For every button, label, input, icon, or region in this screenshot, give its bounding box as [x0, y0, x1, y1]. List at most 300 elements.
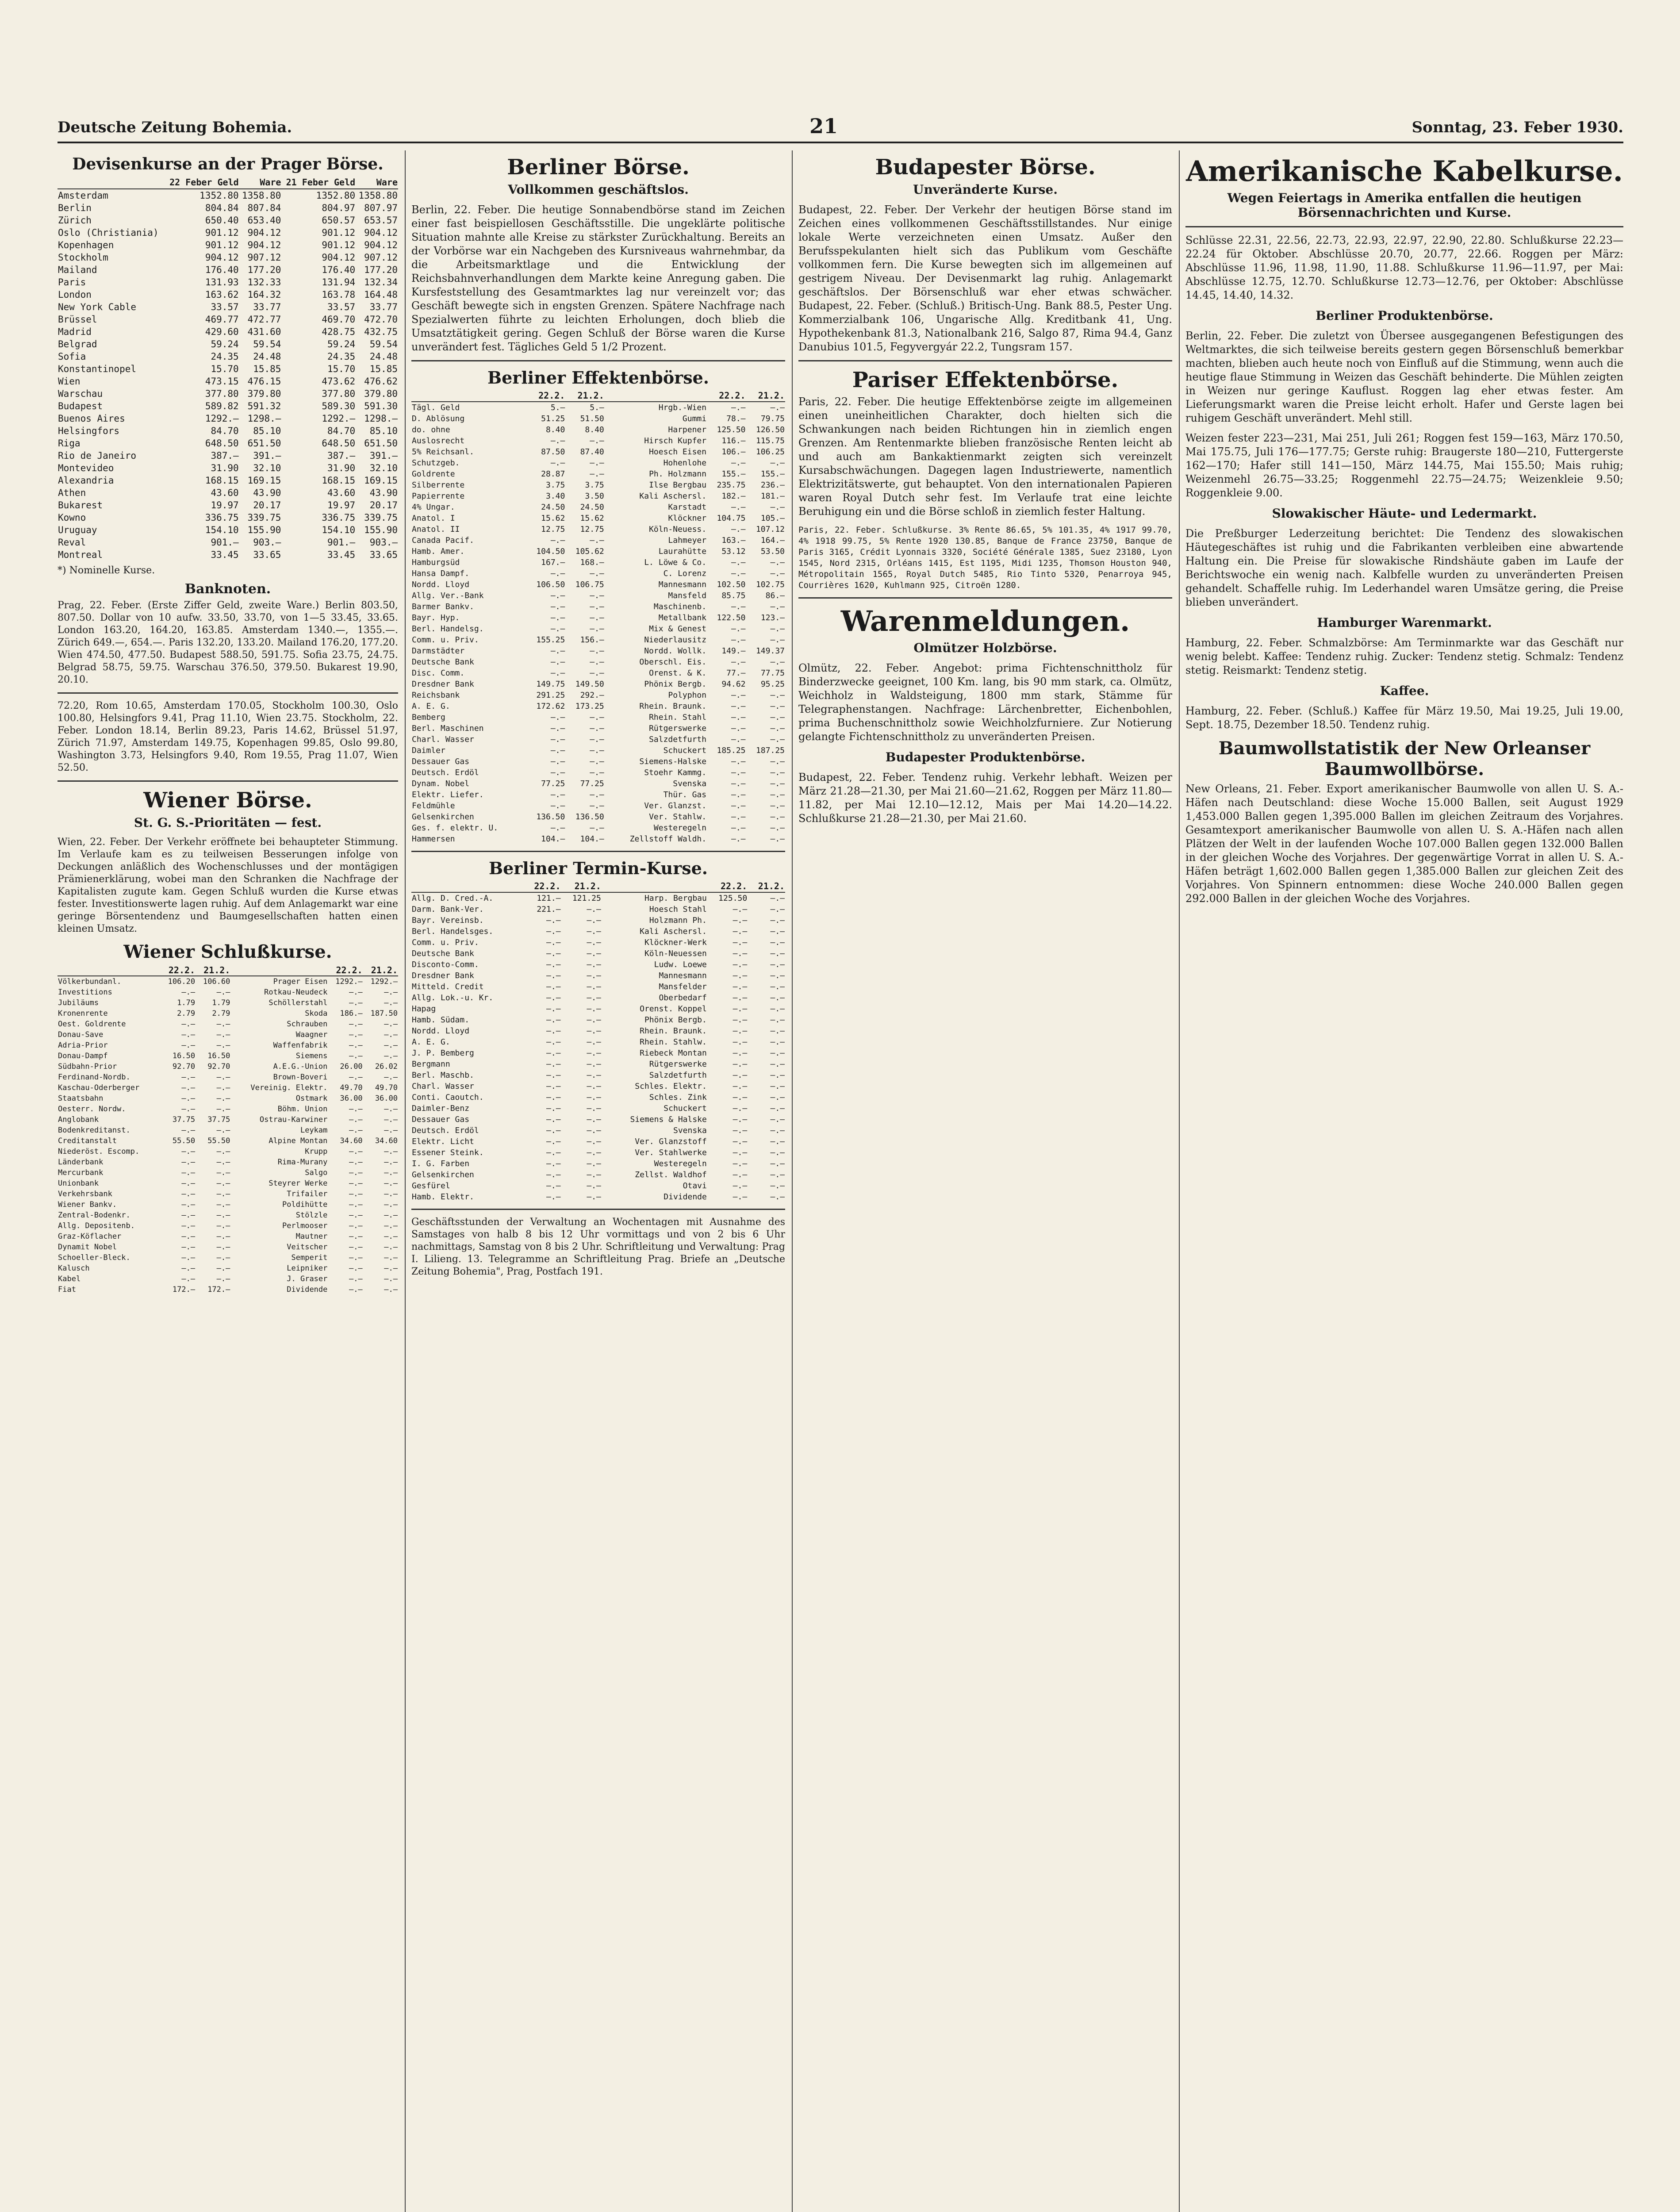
paper-name: Deutsche Zeitung Bohemia.	[58, 119, 292, 136]
schluss-cell: 1292.—	[370, 977, 398, 986]
schluss-cell: —.—	[216, 1030, 230, 1039]
termin-cell: Gesfürel	[412, 1181, 450, 1190]
schluss-cell: —.—	[349, 1211, 363, 1220]
effekten-row	[411, 634, 785, 645]
effekten-cell: 236.—	[760, 480, 785, 490]
devisen-row	[58, 462, 398, 474]
effekten-cell: 187.25	[756, 746, 785, 755]
devisen-cell: 43.90	[253, 488, 281, 498]
effekten-cell: Laurahütte	[658, 547, 707, 556]
produkten-title: Budapester Produktenbörse.	[885, 750, 1085, 764]
effekten-cell: 168.—	[580, 558, 604, 567]
devisen-cell: 24.35	[211, 351, 239, 362]
effekten-cell: Anatol. II	[412, 525, 460, 534]
effekten-cell: —.—	[770, 779, 785, 788]
termin-title: Berliner Termin-Kurse.	[488, 858, 708, 878]
effekten-cell: 3.75	[585, 480, 604, 490]
schluss-header-cell: 21.2.	[196, 965, 230, 976]
devisen-cell: 377.80	[322, 388, 356, 399]
schluss-cell: Böhm. Union	[277, 1105, 328, 1114]
termin-cell: —.—	[770, 1093, 785, 1102]
schluss-cell: —.—	[349, 1253, 363, 1262]
schluss-cell: 26.00	[340, 1062, 363, 1071]
termin-cell: —.—	[733, 1170, 748, 1179]
effekten-cell: 123.—	[760, 613, 785, 622]
schluss-cell: Unionbank	[58, 1179, 99, 1188]
schluss-row	[58, 1242, 398, 1252]
effekten-cell: 104.—	[580, 834, 604, 844]
termin-cell: Bayr. Vereinsb.	[412, 916, 484, 925]
termin-cell: —.—	[733, 916, 748, 925]
effekten-cell: —.—	[590, 657, 604, 667]
schluss-cell: —.—	[349, 1285, 363, 1294]
section-rule	[58, 780, 398, 782]
schluss-row	[58, 1114, 398, 1125]
effekten-cell: Comm. u. Priv.	[412, 635, 479, 645]
effekten-cell: 125.50	[717, 425, 746, 434]
schluss-header-cell: 22.2.	[328, 965, 363, 976]
column-2	[411, 150, 785, 2212]
devisen-cell: 904.12	[322, 252, 356, 263]
schluss-cell: —.—	[349, 1020, 363, 1029]
termin-cell: J. P. Bemberg	[412, 1048, 474, 1058]
effekten-cell: Dessauer Gas	[412, 757, 470, 766]
schluss-cell: —.—	[349, 1073, 363, 1082]
schluss-cell: —.—	[216, 988, 230, 997]
termin-cell: Hamb. Südam.	[412, 1015, 470, 1025]
waren-title: Warenmeldungen.	[840, 605, 1130, 638]
schluss-cell: 92.70	[172, 1062, 196, 1071]
effekten-cell: Ph. Holzmann	[649, 469, 707, 479]
devisen-cell: London	[58, 289, 92, 300]
effekten-cell: —.—	[731, 691, 746, 700]
devisen-cell: 33.77	[253, 302, 281, 312]
schluss-cell: Schrauben	[287, 1020, 328, 1029]
effekten-row	[411, 800, 785, 811]
effekten-cell: 149.—	[721, 646, 746, 656]
effekten-cell: Deutsche Bank	[412, 657, 474, 667]
devisen-cell: 431.60	[247, 326, 281, 337]
termin-cell: —.—	[587, 1192, 601, 1202]
termin-header-cell: 21.2.	[561, 881, 602, 892]
devisen-cell: 904.12	[247, 240, 281, 250]
termin-cell: —.—	[546, 1148, 561, 1157]
effekten-cell: —.—	[590, 591, 604, 600]
devisen-cell: Budapest	[58, 401, 103, 411]
schluss-cell: J. Graser	[287, 1275, 328, 1283]
effekten-row	[411, 645, 785, 657]
effekten-cell: 12.75	[580, 525, 604, 534]
termin-row	[411, 1136, 785, 1147]
effekten-cell: 5.—	[590, 403, 604, 412]
termin-row	[411, 1114, 785, 1125]
termin-cell: 121.25	[572, 894, 601, 903]
devisen-row	[58, 288, 398, 301]
devisen-cell: 32.10	[253, 463, 281, 473]
schluss-row	[58, 1210, 398, 1221]
schluss-cell: —.—	[216, 1147, 230, 1156]
schluss-cell: 36.00	[375, 1094, 398, 1103]
schluss-cell: Verkehrsbank	[58, 1190, 112, 1198]
effekten-cell: Ver. Glanzst.	[644, 801, 707, 810]
schluss-cell: —.—	[216, 1073, 230, 1082]
effekten-cell: Salzdetfurth	[649, 735, 707, 744]
effekten-cell: Nordd. Wollk.	[644, 646, 707, 656]
devisen-row	[58, 511, 398, 524]
column-divider	[792, 150, 793, 2212]
schluss-cell: —.—	[349, 988, 363, 997]
termin-cell: —.—	[770, 1115, 785, 1124]
effekten-cell: Tägl. Geld	[412, 403, 460, 412]
termin-cell: Kali Aschersl.	[640, 927, 707, 936]
schluss-cell: —.—	[349, 1179, 363, 1188]
effekten-cell: —.—	[550, 458, 565, 468]
devisen-cell: 131.94	[322, 277, 356, 288]
effekten-cell: —.—	[770, 812, 785, 822]
schluss-row	[58, 1199, 398, 1210]
termin-cell: —.—	[770, 949, 785, 958]
effekten-cell: —.—	[550, 569, 565, 578]
issue-date: Sonntag, 23. Feber 1930.	[1412, 119, 1623, 136]
termin-row	[411, 981, 785, 992]
kaffee-text: Hamburg, 22. Feber. (Schluß.) Kaffee für März 19.50, Mai 19.25, Juli 19.00, Sept. 18.75, Dezember 18.50. Tendenz ruhig.	[1185, 705, 1623, 731]
effekten-row	[411, 491, 785, 502]
effekten-row	[411, 402, 785, 413]
schluss-cell: —.—	[181, 1264, 196, 1273]
effekten-cell: —.—	[550, 602, 565, 611]
termin-cell: Mansfelder	[659, 982, 707, 991]
schluss-cell: Schöllerstahl	[268, 998, 328, 1007]
termin-cell: —.—	[770, 1192, 785, 1202]
column-divider	[405, 150, 406, 2212]
schluss-row	[58, 1189, 398, 1199]
effekten-header-cell	[605, 390, 707, 402]
termin-cell: —.—	[587, 1115, 601, 1124]
schluss-header-cell	[230, 965, 328, 976]
termin-row	[411, 1014, 785, 1025]
effekten-cell: —.—	[731, 713, 746, 722]
termin-cell: Nordd. Lloyd	[412, 1026, 470, 1036]
effekten-cell: —.—	[550, 713, 565, 722]
effekten-row	[411, 424, 785, 435]
effekten-header-cell: 22.2.	[707, 390, 746, 402]
termin-cell: Schles. Elektr.	[635, 1082, 707, 1091]
effekten-cell: 136.50	[575, 812, 604, 822]
schluss-row	[58, 1051, 398, 1061]
effekten-row	[411, 767, 785, 778]
schluss-cell: Graz-Köflacher	[58, 1232, 122, 1241]
effekten-cell: Hrgb.-Wien	[658, 403, 707, 412]
effekten-cell: Karstadt	[668, 503, 707, 512]
schluss-cell: Ostrau-Karwiner	[259, 1115, 328, 1124]
effekten-cell: —.—	[731, 558, 746, 567]
schluss-cell: Allg. Depositenb.	[58, 1221, 135, 1230]
schluss-title: Wiener Schlußkurse.	[123, 941, 332, 962]
effekten-cell: Bayr. Hyp.	[412, 613, 460, 622]
termin-cell: Holzmann Ph.	[649, 916, 707, 925]
schluss-cell: Prager Eisen	[273, 977, 328, 986]
schluss-row	[58, 1231, 398, 1242]
effekten-cell: Charl. Wasser	[412, 735, 474, 744]
effekten-title: Berliner Effektenbörse.	[487, 368, 709, 388]
termin-cell: —.—	[546, 1026, 561, 1036]
termin-cell: —.—	[587, 1071, 601, 1080]
effekten-row	[411, 579, 785, 590]
effekten-cell: 24.50	[541, 503, 565, 512]
termin-cell: —.—	[587, 1082, 601, 1091]
effekten-cell: 136.50	[536, 812, 565, 822]
effekten-cell: —.—	[590, 735, 604, 744]
effekten-cell: —.—	[731, 569, 746, 578]
termin-cell: —.—	[770, 1170, 785, 1179]
devisen-cell: 591.32	[247, 401, 281, 411]
termin-header-cell: 22.2.	[524, 881, 561, 892]
termin-cell: Gelsenkirchen	[412, 1170, 474, 1179]
effekten-cell: Rhein. Stahl	[649, 713, 707, 722]
schluss-cell: —.—	[384, 1147, 398, 1156]
kabel-title: Amerikanische Kabelkurse.	[1186, 155, 1623, 188]
schluss-cell: Mautner	[295, 1232, 328, 1241]
schluss-cell: —.—	[384, 1168, 398, 1177]
schluss-cell: —.—	[384, 1221, 398, 1230]
preise-text: Weizen fester 223—231, Mai 251, Juli 261; Roggen fest 159—163, März 170.50, Mai 175.75, Juli 176—177.75; Gerste ruhig: Braugerste 180—210, Futtergerste 162—170; Hafer still 141—150, März 144.75, Mai 155.50; Mais ruhig; Weizenmehl 26.75—33.25; Roggenmehl 22.75—24.75; Weizenkleie 9.50; Roggenkleie 9.00.	[1185, 432, 1623, 499]
effekten-row	[411, 590, 785, 601]
schluss-header-cell: 22.2.	[161, 965, 196, 976]
effekten-cell: 15.62	[541, 514, 565, 523]
effekten-cell: —.—	[731, 635, 746, 645]
schluss-cell: —.—	[384, 1030, 398, 1039]
wiener-title: Wiener Börse.	[143, 788, 312, 813]
schluss-cell: —.—	[216, 1020, 230, 1029]
schluss-cell: 16.50	[207, 1052, 230, 1060]
devisen-cell: New York Cable	[58, 302, 137, 312]
termin-cell: —.—	[587, 927, 601, 936]
devisen-cell: 901.12	[322, 240, 356, 250]
devisen-cell: Zürich	[58, 215, 92, 226]
schluss-row	[58, 1274, 398, 1284]
banknoten-title: Banknoten.	[184, 581, 271, 597]
effekten-cell: Allg. Ver.-Bank	[412, 591, 484, 600]
effekten-cell: —.—	[550, 724, 565, 733]
termin-cell: A. E. G.	[412, 1037, 450, 1047]
devisen-cell: 807.97	[364, 203, 398, 213]
devisen-cell: 379.80	[364, 388, 398, 399]
schluss-cell: —.—	[384, 1211, 398, 1220]
devisen-cell: Stockholm	[58, 252, 108, 263]
devisen-cell: 469.77	[205, 314, 239, 325]
effekten-cell: 115.75	[756, 436, 785, 445]
schluss-cell: —.—	[349, 1126, 363, 1135]
devisen-row	[58, 227, 398, 239]
devisen-header-cell	[58, 176, 165, 189]
schluss-cell: Ferdinand-Nordb.	[58, 1073, 130, 1082]
devisen-cell: 804.84	[205, 203, 239, 213]
effekten-cell: 105.—	[760, 514, 785, 523]
devisen-cell: 1298.—	[247, 413, 281, 424]
holz-text: Olmütz, 22. Feber. Angebot: prima Fichtenschnittholz für Binderzwecke geeignet, 100 Km. lang, bis 90 mm stark, ca. Olmütz, Weichholz in Waldsteigung, 1800 mm stark, Stämme für Telegraphenstangen. Nachfrage: Lärchenbretter, Eichenbohlen, prima Buchenschnittholz sowie Weichholzfurniere. Zur Notierung gelangte Fichtenschnittholz zu unveränderten Preisen.	[798, 662, 1172, 743]
leder-text: Die Preßburger Lederzeitung berichtet: Die Tendenz des slowakischen Häutegeschäftes ist ruhig und die Fabrikanten verbleiben eine abwartende Haltung ein. Die Preise für slowakische Rindshäute gaben im Laufe der Berichtswoche ein wenig nach. Kalbfelle wurden zu unveränderten Preisen gehandelt. Schaffelle ruhig. Im Lederhandel waren Umsätze gering, die Preise blieben unverändert.	[1185, 527, 1623, 608]
schluss-cell: —.—	[349, 1030, 363, 1039]
effekten-cell: Hamburgsüd	[412, 558, 460, 567]
termin-cell: Essener Steink.	[412, 1148, 484, 1157]
hamburg-text: Hamburg, 22. Feber. Schmalzbörse: Am Terminmarkte war das Geschäft nur wenig belebt. Kaffee: Tendenz ruhig. Zucker: Tendenz stetig. Schmalz: Tendenz stetig. Reismarkt: Tendenz stetig.	[1185, 637, 1623, 676]
termin-cell: Charl. Wasser	[412, 1082, 474, 1091]
effekten-cell: —.—	[731, 790, 746, 799]
schluss-cell: Ostmark	[295, 1094, 328, 1103]
schluss-row	[58, 1008, 398, 1019]
effekten-cell: —.—	[590, 602, 604, 611]
paris-rates: Paris, 22. Feber. Schlußkurse. 3% Rente 86.65, 5% 101.35, 4% 1917 99.70, 4% 1918 99.75, 5% Rente 1920 130.85, Banque de France 23750, Banque de Paris 3165, Crédit Lyonnais 3320, Société Générale 1385, Suez 23180, Lyon 1545, Nord 2315, Orléans 1415, Est 1195, Midi 1235, Thomson Houston 940, Métropolitain 1565, Royal Dutch 5485, Rio Tinto 5320, Penarroya 945, Courrières 1620, Kuhlmann 925, Citroën 1280.	[798, 525, 1172, 590]
termin-cell: Hamb. Elektr.	[412, 1192, 474, 1202]
effekten-row	[411, 668, 785, 679]
devisen-cell: 164.32	[247, 289, 281, 300]
termin-cell: Oberbedarf	[659, 993, 707, 1002]
effekten-cell: 102.75	[756, 580, 785, 589]
termin-cell: —.—	[587, 1048, 601, 1058]
wiener-text: Wien, 22. Feber. Der Verkehr eröffnete bei behaupteter Stimmung. Im Verlaufe kam es zu teilweisen Besserungen infolge von Deckungen anläßlich des Wochenschlusses und der montägigen Prämienerklärung, wobei man den Schranken die Nachfrage der Kapitalisten zugute kam. Gegen Schluß wurden die Kurse etwas fester. Investitionswerte lagen ruhig. Auf dem Anlagemarkt war eine geringe Börsentendenz und Baumgesellschaften hatten einen kleinen Umsatz.	[58, 837, 398, 934]
effekten-row	[411, 469, 785, 480]
devisen-cell: 429.60	[205, 326, 239, 337]
column-3	[798, 150, 1172, 2212]
devisen-cell: 131.93	[205, 277, 239, 288]
effekten-cell: 79.75	[760, 414, 785, 423]
termin-cell: —.—	[733, 949, 748, 958]
effekten-cell: —.—	[770, 503, 785, 512]
devisen-cell: 901.12	[205, 227, 239, 238]
effekten-cell: Canada Pacif.	[412, 536, 474, 545]
effekten-cell: —.—	[590, 624, 604, 634]
devisen-header-cell: 21 Feber Geld	[281, 176, 356, 189]
effekten-row	[411, 679, 785, 690]
schluss-cell: —.—	[181, 1126, 196, 1135]
schluss-cell: —.—	[181, 1030, 196, 1039]
effekten-cell: —.—	[731, 602, 746, 611]
termin-cell: Hapag	[412, 1004, 436, 1014]
effekten-cell: —.—	[590, 801, 604, 810]
schluss-cell: Investitions	[58, 988, 112, 997]
devisen-cell: 85.10	[369, 426, 398, 436]
effekten-cell: —.—	[731, 724, 746, 733]
schluss-cell: —.—	[181, 1243, 196, 1252]
termin-cell: —.—	[733, 1060, 748, 1069]
effekten-cell: Köln-Neuess.	[649, 525, 707, 534]
termin-row	[411, 1169, 785, 1180]
termin-row	[411, 904, 785, 915]
effekten-cell: Ilse Bergbau	[649, 480, 707, 490]
schluss-cell: —.—	[349, 1115, 363, 1124]
effekten-cell: 3.75	[546, 480, 565, 490]
devisen-cell: Montevideo	[58, 463, 114, 473]
effekten-cell: —.—	[770, 768, 785, 777]
termin-cell: —.—	[546, 916, 561, 925]
devisen-cell: 19.97	[327, 500, 356, 511]
devisen-row	[58, 400, 398, 412]
schluss-cell: Südbahn-Prior	[58, 1062, 117, 1071]
schluss-row	[58, 1263, 398, 1274]
termin-cell: —.—	[733, 1071, 748, 1080]
termin-cell: Dresdner Bank	[412, 971, 474, 980]
devisen-cell: 903.—	[253, 537, 281, 548]
devisen-table	[58, 176, 398, 561]
termin-cell: —.—	[546, 1071, 561, 1080]
devisen-cell: 154.10	[205, 525, 239, 535]
termin-cell: Westeregeln	[654, 1159, 707, 1168]
devisen-cell: 1298.—	[364, 413, 398, 424]
effekten-cell: —.—	[770, 635, 785, 645]
termin-cell: Harp. Bergbau	[644, 894, 707, 903]
devisen-cell: 163.78	[322, 289, 356, 300]
effekten-cell: Berl. Maschinen	[412, 724, 484, 733]
effekten-cell: Oberschl. Eis.	[639, 657, 707, 667]
effekten-cell: 85.75	[721, 591, 746, 600]
effekten-cell: —.—	[550, 757, 565, 766]
effekten-cell: —.—	[590, 458, 604, 468]
effekten-cell: —.—	[731, 801, 746, 810]
devisen-row	[58, 499, 398, 511]
devisen-row	[58, 301, 398, 313]
termin-row	[411, 948, 785, 959]
effekten-cell: —.—	[731, 779, 746, 788]
effekten-cell: Niederlausitz	[644, 635, 707, 645]
schluss-cell: Donau-Save	[58, 1030, 104, 1039]
devisen-row	[58, 412, 398, 425]
schluss-table	[58, 965, 398, 1295]
effekten-cell: 3.40	[546, 492, 565, 501]
devisen-cell: 904.12	[364, 240, 398, 250]
effekten-cell: Mix & Genest	[649, 624, 707, 634]
effekten-cell: —.—	[731, 503, 746, 512]
effekten-cell: —.—	[731, 702, 746, 711]
schluss-cell: 172.—	[172, 1285, 196, 1294]
termin-row	[411, 915, 785, 926]
effekten-cell: —.—	[590, 536, 604, 545]
schluss-cell: 106.60	[203, 977, 230, 986]
effekten-cell: Bemberg	[412, 713, 445, 722]
section-rule	[411, 851, 785, 852]
schluss-cell: 1292.—	[335, 977, 363, 986]
termin-cell: Darm. Bank-Ver.	[412, 905, 484, 914]
effekten-cell: 51.25	[541, 414, 565, 423]
termin-cell: Köln-Neuessen	[644, 949, 707, 958]
devisen-row	[58, 350, 398, 363]
schluss-cell: Waffenfabrik	[273, 1041, 328, 1050]
effekten-cell: 77.25	[580, 779, 604, 788]
effekten-cell: —.—	[590, 713, 604, 722]
termin-cell: —.—	[546, 960, 561, 969]
schluss-cell: 49.70	[375, 1083, 398, 1092]
termin-cell: —.—	[546, 1137, 561, 1146]
effekten-cell: —.—	[731, 525, 746, 534]
termin-cell: Zellst. Waldhof	[635, 1170, 707, 1179]
effekten-cell: —.—	[550, 646, 565, 656]
termin-row	[411, 1092, 785, 1103]
baumwolle-title: Baumwollstatistik der New Orleanser Baumwollbörse.	[1218, 738, 1591, 780]
paris-title: Pariser Effektenbörse.	[852, 368, 1119, 392]
termin-cell: —.—	[770, 1071, 785, 1080]
effekten-cell: —.—	[590, 469, 604, 479]
termin-cell: —.—	[770, 927, 785, 936]
termin-cell: —.—	[587, 1126, 601, 1135]
effekten-cell: Darmstädter	[412, 646, 465, 656]
devisen-cell: Brüssel	[58, 314, 97, 325]
termin-cell: —.—	[587, 916, 601, 925]
schluss-cell: —.—	[384, 1243, 398, 1252]
schluss-cell: —.—	[384, 1253, 398, 1262]
effekten-row	[411, 657, 785, 668]
schluss-cell: 2.79	[212, 1009, 230, 1018]
effekten-cell: Dynam. Nobel	[412, 779, 470, 788]
schluss-header-cell: 21.2.	[363, 965, 398, 976]
